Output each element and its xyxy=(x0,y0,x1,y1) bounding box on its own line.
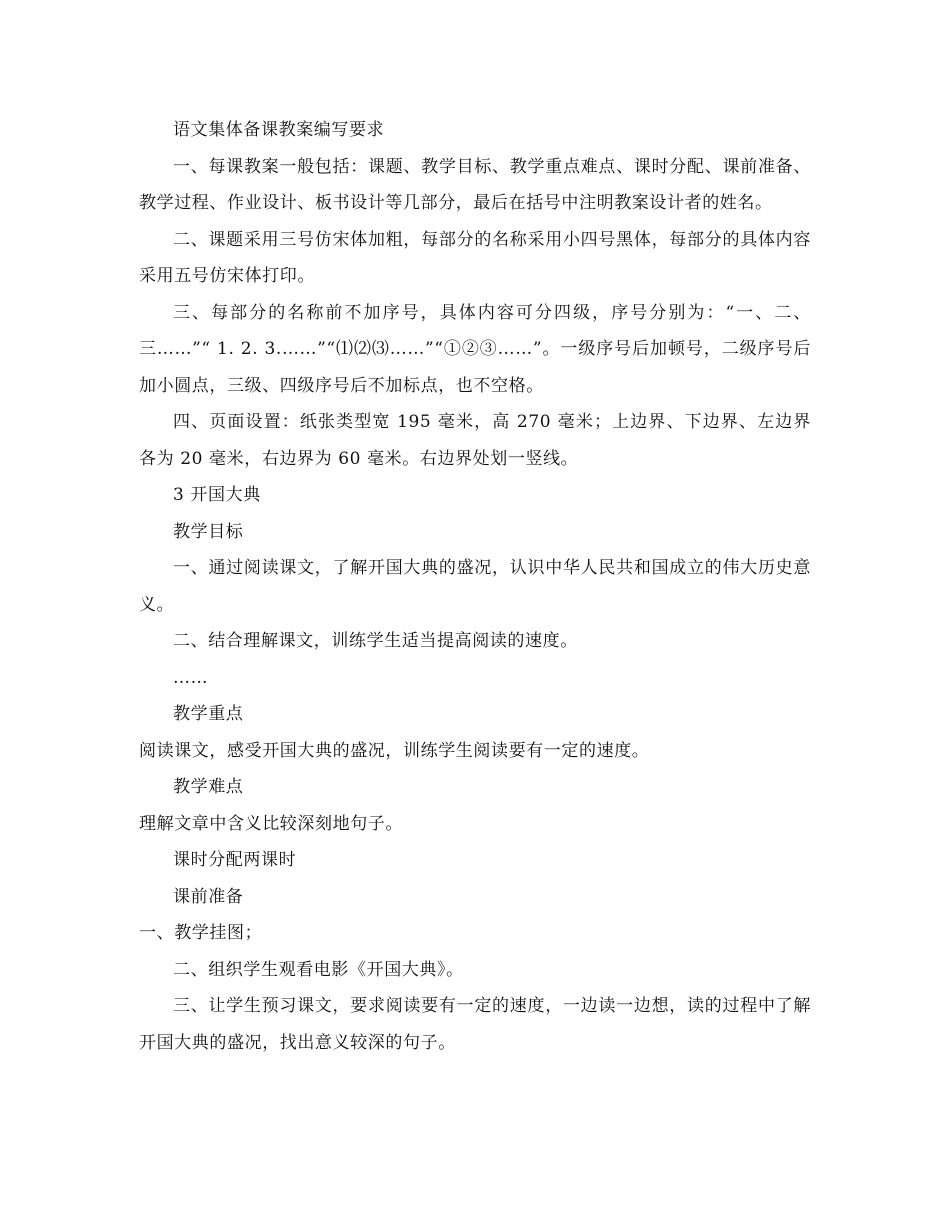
ellipsis-line: …… xyxy=(173,667,209,688)
class-hours: 课时分配两课时 xyxy=(173,850,297,870)
section-heading-objectives: 教学目标 xyxy=(173,521,244,542)
requirement-1: 一、每课教案一般包括：课题、教学目标、教学重点难点、课时分配、课前准备、教学过程、作业设计、板书设计等几部分，最后在括号中注明教案设计者的姓名。 xyxy=(139,156,811,213)
objective-2: 二、结合理解课文，训练学生适当提高阅读的速度。 xyxy=(173,631,578,651)
requirement-4: 四、页面设置：纸张类型宽 195 毫米，高 270 毫米；上边界、下边界、左边界各为 20 毫米，右边界为 60 毫米。右边界处划一竖线。 xyxy=(139,412,811,469)
key-points-text: 阅读课文，感受开国大典的盛况，训练学生阅读要有一定的速度。 xyxy=(139,740,650,761)
requirement-2: 二、课题采用三号仿宋体加粗，每部分的名称采用小四号黑体，每部分的具体内容采用五号仿宋体打印。 xyxy=(139,229,811,286)
objective-1: 一、通过阅读课文，了解开国大典的盛况，认识中华人民共和国成立的伟大历史意义。 xyxy=(139,558,811,615)
section-heading-difficulties: 教学难点 xyxy=(173,777,244,797)
document-page xyxy=(139,112,811,1061)
preparation-2: 二、组织学生观看电影《开国大典》。 xyxy=(173,959,464,980)
lesson-title: 3 开国大典 xyxy=(173,485,261,505)
section-heading-preparation: 课前准备 xyxy=(173,886,244,907)
doc-title: 语文集体备课教案编写要求 xyxy=(173,120,385,140)
section-heading-key-points: 教学重点 xyxy=(173,704,244,724)
preparation-3: 三、让学生预习课文，要求阅读要有一定的速度，一边读一边想，读的过程中了解开国大典的盛况，找出意义较深的句子。 xyxy=(139,996,811,1053)
difficulties-text: 理解文章中含义比较深刻地句子。 xyxy=(139,813,403,834)
requirement-3: 三、每部分的名称前不加序号，具体内容可分四级，序号分别为：“一、二、三……”“ 1. 2. 3.……”“⑴⑵⑶……”“①②③……”。一级序号后加顿号，二级序号后加小圆点，三级、四级序号后不加标点，也不空格。 xyxy=(139,302,811,396)
preparation-1: 一、教学挂图； xyxy=(139,923,263,943)
